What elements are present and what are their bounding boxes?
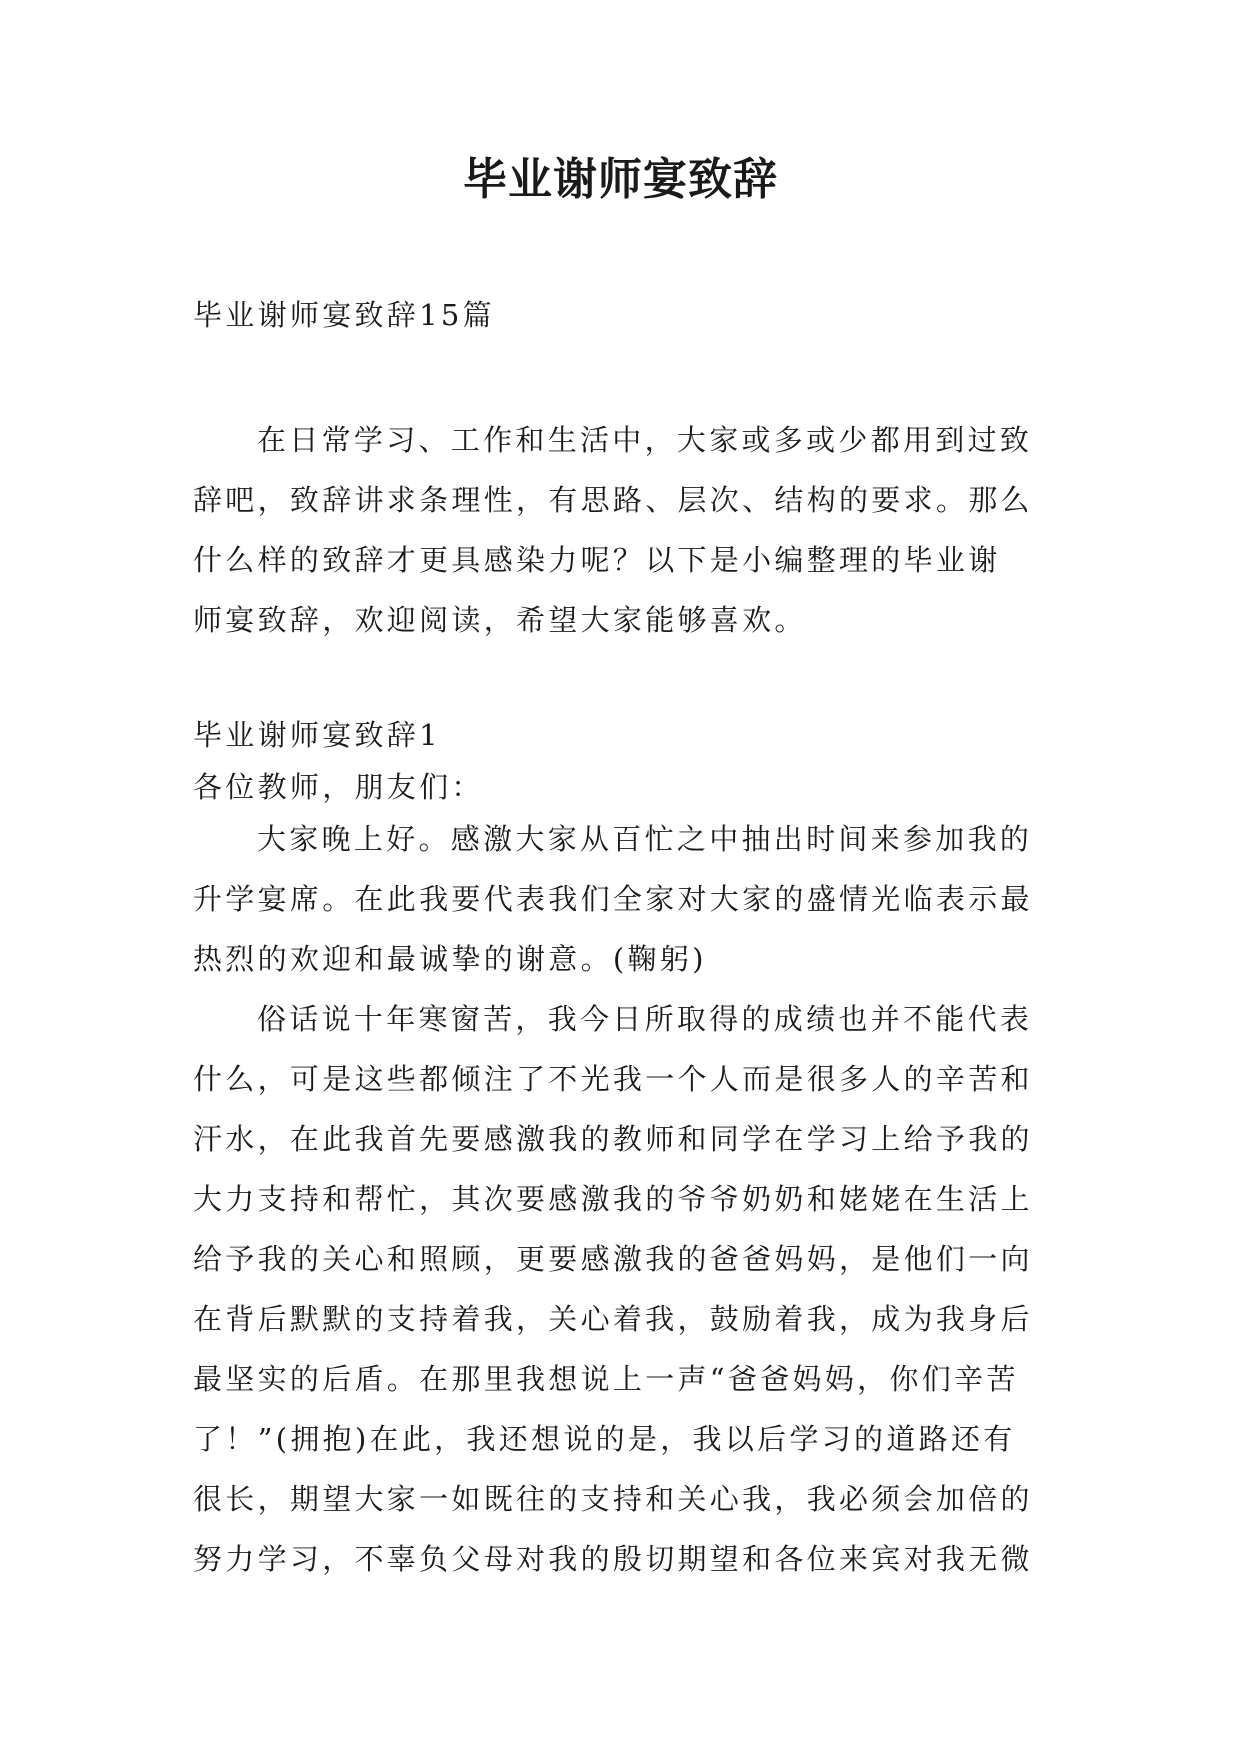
paragraph-line: 大力支持和帮忙，其次要感激我的爷爷奶奶和姥姥在生活上: [193, 1182, 1033, 1216]
intro-line: 师宴致辞，欢迎阅读，希望大家能够喜欢。: [193, 603, 807, 637]
paragraph-line: 大家晚上好。感激大家从百忙之中抽出时间来参加我的: [257, 822, 1033, 856]
salutation: 各位教师，朋友们：: [193, 770, 484, 804]
intro-paragraph: [193, 410, 1053, 650]
paragraph-line: 什么，可是这些都倾注了不光我一个人而是很多人的辛苦和: [193, 1062, 1033, 1096]
paragraph-line: 汗水，在此我首先要感激我的教师和同学在学习上给予我的: [193, 1122, 1033, 1156]
intro-line: 辞吧，致辞讲求条理性，有思路、层次、结构的要求。那么: [193, 483, 1033, 517]
intro-line: 什么样的致辞才更具感染力呢？以下是小编整理的毕业谢: [193, 543, 1001, 577]
paragraph-line: 努力学习，不辜负父母对我的殷切期望和各位来宾对我无微: [193, 1542, 1033, 1576]
paragraph-line: 俗话说十年寒窗苦，我今日所取得的成绩也并不能代表: [257, 1002, 1033, 1036]
paragraph-line: 最坚实的后盾。在那里我想说上一声“爸爸妈妈，你们辛苦: [193, 1362, 1019, 1396]
paragraph-line: 热烈的欢迎和最诚挚的谢意。(鞠躬): [193, 942, 707, 976]
paragraph-line: 给予我的关心和照顾，更要感激我的爸爸妈妈，是他们一向: [193, 1242, 1033, 1276]
speech-section: [193, 705, 1053, 1589]
paragraph-line: 在背后默默的支持着我，关心着我，鼓励着我，成为我身后: [193, 1302, 1033, 1336]
document-title: 毕业谢师宴致辞: [463, 154, 778, 205]
paragraph-line: 很长，期望大家一如既往的支持和关心我，我必须会加倍的: [193, 1482, 1033, 1516]
paragraph-2: [193, 989, 1053, 1589]
document-subtitle: 毕业谢师宴致辞15篇: [193, 298, 495, 332]
section-heading: 毕业谢师宴致辞1: [193, 718, 441, 752]
paragraph-1: [193, 809, 1053, 989]
intro-line: 在日常学习、工作和生活中，大家或多或少都用到过致: [257, 423, 1033, 457]
paragraph-line: 升学宴席。在此我要代表我们全家对大家的盛情光临表示最: [193, 882, 1033, 916]
paragraph-line: 了！”(拥抱)在此，我还想说的是，我以后学习的道路还有: [193, 1422, 1016, 1456]
